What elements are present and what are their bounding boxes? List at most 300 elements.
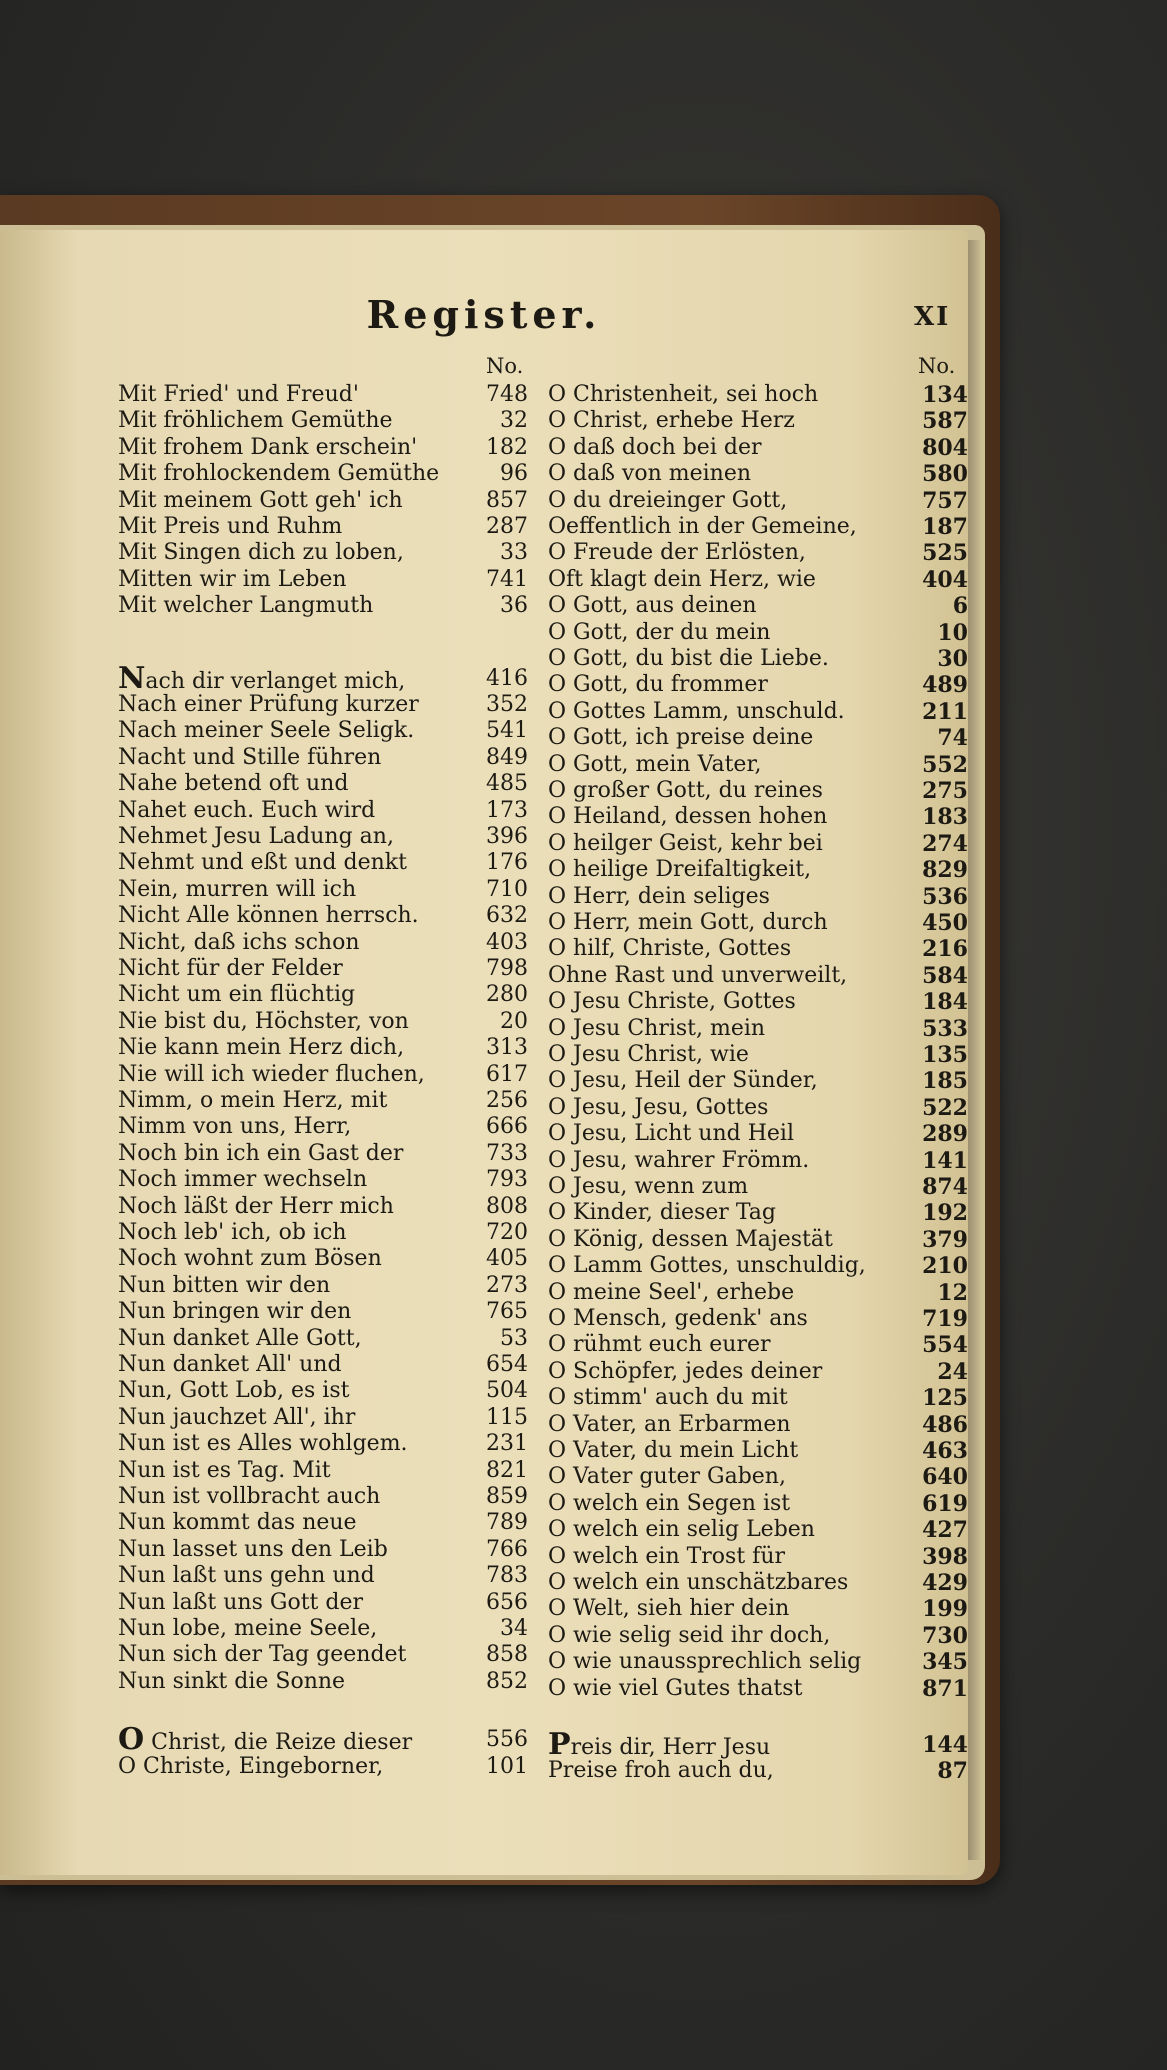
- entry-number: 857: [486, 487, 528, 513]
- entry-number: 719: [922, 1306, 968, 1332]
- entry-title: Mit frohem Dank erschein': [118, 434, 418, 460]
- entry-number: 654: [486, 1352, 528, 1377]
- entry-title: Nun danket Alle Gott,: [118, 1325, 362, 1351]
- index-entry: [118, 567, 538, 594]
- index-entry: [548, 1148, 970, 1175]
- index-entry: [548, 1200, 970, 1227]
- index-entry: [118, 1405, 538, 1432]
- entry-number: 313: [486, 1035, 528, 1061]
- entry-title: Nehmt und eßt und denkt: [118, 850, 407, 876]
- entry-title: O Herr, dein seliges: [548, 883, 770, 909]
- index-entry: [548, 488, 970, 515]
- index-entry: [548, 567, 970, 594]
- index-entry: [118, 1510, 538, 1537]
- index-entry: [548, 1227, 970, 1254]
- entry-number: 556: [486, 1727, 528, 1753]
- page-shadow: [968, 240, 982, 1860]
- index-entry: [118, 1009, 538, 1036]
- entry-number: 829: [922, 857, 968, 884]
- entry-number: 808: [486, 1193, 528, 1219]
- entry-number: 12: [937, 1279, 968, 1306]
- index-entry: [118, 1035, 538, 1062]
- index-entry: [118, 1352, 538, 1379]
- entry-number: 183: [922, 804, 968, 831]
- entry-number: 24: [937, 1358, 968, 1385]
- entry-title: Nach einer Prüfung kurzer: [118, 692, 419, 717]
- index-entry: [118, 771, 538, 798]
- index-entry: [548, 1121, 970, 1148]
- index-entry: [118, 745, 538, 772]
- entry-number: 96: [500, 461, 528, 487]
- entry-title: O Jesu, wenn zum: [548, 1174, 749, 1199]
- entry-title: Nimm von uns, Herr,: [118, 1114, 352, 1140]
- entry-title: O welch ein unschätzbares: [548, 1570, 849, 1595]
- entry-number: 396: [486, 824, 528, 849]
- index-entry: [118, 903, 538, 930]
- entry-title: O stimm' auch du mit: [548, 1385, 788, 1411]
- entry-number: 554: [922, 1332, 968, 1359]
- index-entry: [118, 660, 538, 696]
- entry-title: O du dreieinger Gott,: [548, 487, 788, 513]
- entry-number: 804: [922, 434, 968, 461]
- entry-number: 587: [922, 408, 968, 435]
- entry-title: O Jesu Christ, wie: [548, 1042, 749, 1067]
- entry-number: 632: [486, 903, 528, 929]
- entry-title: O Lamm Gottes, unschuldig,: [548, 1253, 866, 1279]
- index-entry: [548, 1412, 970, 1439]
- entry-title: Noch bin ich ein Gast der: [118, 1140, 404, 1166]
- entry-title: O hilf, Christe, Gottes: [548, 936, 792, 962]
- entry-number: 541: [486, 718, 528, 744]
- entry-title: Nun lasset uns den Leib: [118, 1536, 388, 1562]
- entry-number: 274: [922, 830, 968, 857]
- entry-title: O Jesu, Heil der Sünder,: [548, 1068, 818, 1094]
- entry-number: 115: [486, 1404, 528, 1430]
- entry-title: Nun bringen wir den: [118, 1299, 352, 1325]
- entry-number: 30: [937, 646, 968, 672]
- index-entry: [548, 1253, 970, 1280]
- entry-number: 666: [486, 1114, 528, 1140]
- entry-number: 720: [486, 1220, 528, 1245]
- index-entry: [548, 620, 970, 647]
- index-entry: [548, 752, 970, 779]
- index-entry: [118, 408, 538, 435]
- entry-title: Ohne Rast und unverweilt,: [548, 962, 848, 988]
- entry-number: 584: [922, 962, 968, 989]
- entry-number: 533: [922, 1015, 968, 1042]
- entry-title: Mitten wir im Leben: [118, 566, 347, 592]
- entry-title: Oft klagt dein Herz, wie: [548, 566, 816, 592]
- index-entry: [548, 1544, 970, 1571]
- entry-title: Nun laßt uns Gott der: [118, 1589, 363, 1615]
- index-entry: [548, 963, 970, 990]
- entry-number: 135: [922, 1042, 968, 1068]
- entry-number: 185: [922, 1068, 968, 1095]
- index-entry: [118, 1669, 538, 1696]
- entry-title: Mit frohlockendem Gemüthe: [118, 461, 440, 487]
- entry-number: 173: [486, 797, 528, 823]
- entry-title: O wie unaussprechlich selig: [548, 1649, 862, 1675]
- entry-number: 656: [486, 1589, 528, 1615]
- entry-number: 32: [500, 408, 528, 434]
- entry-number: 210: [922, 1253, 968, 1280]
- index-entry: [118, 1616, 538, 1643]
- entry-number: 463: [922, 1438, 968, 1464]
- entry-title: O meine Seel', erhebe: [548, 1279, 795, 1305]
- index-entry: [118, 1378, 538, 1405]
- index-entry: [118, 1458, 538, 1485]
- entry-title: Nein, murren will ich: [118, 876, 357, 902]
- entry-number: 199: [922, 1596, 968, 1623]
- index-entry: [548, 514, 970, 541]
- entry-number: 871: [922, 1675, 968, 1702]
- entry-number: 793: [486, 1167, 528, 1193]
- index-entry: [548, 1570, 970, 1597]
- entry-title: O Vater guter Gaben,: [548, 1464, 786, 1490]
- index-entry: [548, 408, 970, 435]
- index-entry: [118, 1299, 538, 1326]
- entry-title: O Gott, du frommer: [548, 672, 768, 698]
- entry-number: 858: [486, 1642, 528, 1668]
- entry-number: 427: [922, 1517, 968, 1544]
- page-number: XI: [914, 302, 951, 332]
- entry-title: Nun ist vollbracht auch: [118, 1484, 381, 1509]
- entry-number: 192: [922, 1200, 968, 1227]
- entry-number: 429: [922, 1570, 968, 1596]
- entry-title: Oeffentlich in der Gemeine,: [548, 514, 857, 539]
- entry-title: Mit welcher Langmuth: [118, 593, 374, 619]
- entry-number: 798: [486, 956, 528, 981]
- entry-number: 176: [486, 850, 528, 876]
- entry-title: O Jesu Christ, mein: [548, 1015, 766, 1041]
- entry-title: Nun lobe, meine Seele,: [118, 1616, 378, 1641]
- entry-title: Nun laßt uns gehn und: [118, 1563, 375, 1589]
- entry-number: 580: [922, 461, 968, 488]
- entry-number: 74: [937, 725, 968, 752]
- entry-number: 741: [486, 566, 528, 592]
- index-entry: [548, 1332, 970, 1359]
- index-entry: [548, 1464, 970, 1491]
- entry-number: 536: [922, 883, 968, 910]
- index-entry: [118, 1537, 538, 1564]
- index-entry: [118, 956, 538, 983]
- entry-number: 379: [922, 1226, 968, 1253]
- index-entry: [118, 593, 538, 620]
- entry-number: 485: [486, 771, 528, 797]
- entry-title: O welch ein selig Leben: [548, 1517, 815, 1543]
- entry-number: 821: [486, 1457, 528, 1483]
- entry-number: 405: [486, 1246, 528, 1272]
- index-entry: [118, 1246, 538, 1273]
- entry-number: 287: [486, 514, 528, 539]
- index-entry: [548, 593, 970, 620]
- index-entry: [548, 910, 970, 937]
- index-entry: [548, 831, 970, 858]
- entry-number: 852: [486, 1668, 528, 1694]
- index-entry: [548, 382, 970, 409]
- index-entry: [548, 1491, 970, 1518]
- entry-title: O Jesu, Licht und Heil: [548, 1121, 794, 1147]
- entry-number: 87: [937, 1758, 968, 1785]
- entry-title: Noch läßt der Herr mich: [118, 1193, 394, 1219]
- entry-title: Nach dir verlanget mich,: [118, 660, 406, 696]
- entry-number: 849: [486, 744, 528, 770]
- entry-number: 144: [922, 1732, 968, 1758]
- entry-title: Mit Preis und Ruhm: [118, 514, 343, 539]
- entry-title: Nahet euch. Euch wird: [118, 797, 376, 823]
- entry-number: 10: [937, 619, 968, 646]
- entry-title: O wie selig seid ihr doch,: [548, 1622, 831, 1648]
- entry-title: Mit Fried' und Freud': [118, 382, 359, 407]
- index-entry: [118, 540, 538, 567]
- entry-number: 352: [486, 692, 528, 717]
- entry-title: Nun, Gott Lob, es ist: [118, 1378, 350, 1404]
- index-entry: [118, 1194, 538, 1221]
- index-entry: [118, 850, 538, 877]
- index-entry: [548, 1758, 970, 1785]
- entry-number: 874: [922, 1174, 968, 1200]
- entry-number: 280: [486, 982, 528, 1008]
- entry-number: 619: [922, 1490, 968, 1517]
- index-entry: [548, 936, 970, 963]
- entry-number: 141: [922, 1147, 968, 1174]
- index-entry: [118, 1114, 538, 1141]
- entry-title: O Gott, aus deinen: [548, 593, 757, 619]
- entry-title: Nahe betend oft und: [118, 771, 349, 797]
- index-entry: [548, 1623, 970, 1650]
- index-entry: [548, 435, 970, 462]
- entry-title: O Gott, mein Vater,: [548, 751, 762, 777]
- entry-number: 730: [922, 1622, 968, 1649]
- index-entry: [118, 1326, 538, 1353]
- index-entry: [548, 1385, 970, 1412]
- entry-number: 289: [922, 1121, 968, 1148]
- index-entry: [118, 798, 538, 825]
- entry-title: Mit fröhlichem Gemüthe: [118, 408, 393, 434]
- entry-title: O Gott, der du mein: [548, 619, 771, 645]
- entry-number: 187: [922, 514, 968, 540]
- index-entry: [118, 1273, 538, 1300]
- entry-title: Nicht für der Felder: [118, 956, 343, 981]
- index-entry: [118, 1722, 538, 1758]
- entry-number: 101: [486, 1753, 528, 1779]
- entry-number: 757: [922, 487, 968, 514]
- entry-number: 231: [486, 1431, 528, 1457]
- entry-title: Noch wohnt zum Bösen: [118, 1246, 382, 1272]
- entry-title: O daß doch bei der: [548, 434, 762, 460]
- index-entry: [118, 461, 538, 488]
- entry-number: 182: [486, 434, 528, 460]
- index-entry: [118, 1431, 538, 1458]
- entry-number: 617: [486, 1061, 528, 1087]
- entry-number: 710: [486, 876, 528, 902]
- entry-title: O Mensch, gedenk' ans: [548, 1306, 808, 1331]
- entry-title: O Vater, an Erbarmen: [548, 1411, 791, 1437]
- entry-title: Nun kommt das neue: [118, 1510, 357, 1536]
- index-entry: [548, 1727, 970, 1762]
- entry-title: O Christenheit, sei hoch: [548, 382, 819, 407]
- entry-title: Nehmet Jesu Ladung an,: [118, 824, 394, 849]
- index-entry: [548, 1438, 970, 1465]
- entry-title: O Freude der Erlösten,: [548, 540, 806, 566]
- index-entry: [118, 435, 538, 462]
- entry-title: Nun jauchzet All', ihr: [118, 1404, 356, 1430]
- entry-number: 765: [486, 1299, 528, 1325]
- entry-title: O großer Gott, du reines: [548, 778, 823, 803]
- index-entry: [118, 514, 538, 541]
- book-page: [0, 230, 968, 1875]
- index-entry: [548, 1517, 970, 1544]
- index-entry: [548, 884, 970, 911]
- entry-number: 403: [486, 929, 528, 955]
- index-entry: [548, 1095, 970, 1122]
- index-entry: [118, 692, 538, 719]
- entry-title: Nun sich der Tag geendet: [118, 1642, 407, 1668]
- index-entry: [548, 725, 970, 752]
- index-entry: [118, 1590, 538, 1617]
- index-entry: [118, 824, 538, 851]
- index-entry: [548, 672, 970, 699]
- index-entry: [118, 982, 538, 1009]
- entry-title: Nie bist du, Höchster, von: [118, 1008, 409, 1034]
- entry-number: 450: [922, 910, 968, 936]
- index-entry: [548, 989, 970, 1016]
- entry-title: Nun danket All' und: [118, 1352, 342, 1377]
- entry-number: 256: [486, 1088, 528, 1113]
- entry-title: O Vater, du mein Licht: [548, 1438, 799, 1463]
- index-entry: [118, 877, 538, 904]
- entry-title: O Christe, Eingeborner,: [118, 1753, 384, 1779]
- index-entry: [118, 1141, 538, 1168]
- entry-number: 216: [922, 936, 968, 963]
- entry-number: 522: [922, 1094, 968, 1121]
- entry-title: O Jesu Christe, Gottes: [548, 989, 796, 1015]
- entry-number: 184: [922, 989, 968, 1016]
- entry-title: Nun ist es Tag. Mit: [118, 1457, 331, 1483]
- index-entry: [548, 1280, 970, 1307]
- index-entry: [118, 1062, 538, 1089]
- entry-title: O Gott, du bist die Liebe.: [548, 646, 829, 671]
- entry-number: 552: [922, 751, 968, 778]
- entry-title: Mit meinem Gott geh' ich: [118, 487, 403, 513]
- entry-title: O König, dessen Majestät: [548, 1226, 833, 1252]
- entry-title: Nach meiner Seele Seligk.: [118, 718, 415, 744]
- entry-title: O Jesu, wahrer Frömm.: [548, 1147, 810, 1173]
- entry-title: Nicht um ein flüchtig: [118, 982, 356, 1008]
- page-heading: Register.: [366, 292, 602, 337]
- index-entry: [548, 778, 970, 805]
- entry-number: 36: [500, 593, 528, 619]
- index-entry: [118, 382, 538, 409]
- entry-title: O Welt, sieh hier dein: [548, 1596, 790, 1622]
- entry-number: 504: [486, 1378, 528, 1404]
- index-entry: [548, 646, 970, 673]
- entry-title: Nicht Alle können herrsch.: [118, 903, 419, 929]
- index-entry: [118, 1220, 538, 1247]
- entry-title: O Gott, ich preise deine: [548, 725, 814, 751]
- entry-number: 273: [486, 1272, 528, 1298]
- index-entry: [548, 804, 970, 831]
- index-entry: [118, 1563, 538, 1590]
- entry-title: Noch immer wechseln: [118, 1167, 368, 1193]
- entry-title: Preise froh auch du,: [548, 1758, 774, 1784]
- entry-title: Noch leb' ich, ob ich: [118, 1220, 347, 1245]
- entry-number: 404: [922, 566, 968, 593]
- entry-title: O Gottes Lamm, unschuld.: [548, 698, 845, 724]
- index-entry: [118, 1088, 538, 1115]
- entry-number: 345: [922, 1649, 968, 1676]
- entry-title: O heilige Dreifaltigkeit,: [548, 857, 812, 883]
- entry-title: O rühmt euch eurer: [548, 1332, 771, 1358]
- entry-number: 134: [922, 382, 968, 408]
- index-entry: [548, 540, 970, 567]
- entry-number: 748: [486, 382, 528, 407]
- index-entry: [548, 857, 970, 884]
- entry-title: O Jesu, Jesu, Gottes: [548, 1094, 769, 1120]
- number-header-left: No.: [486, 354, 524, 378]
- entry-number: 789: [486, 1510, 528, 1536]
- entry-title: Preis dir, Herr Jesu: [548, 1727, 771, 1762]
- index-entry: [548, 1596, 970, 1623]
- entry-title: O Heiland, dessen hohen: [548, 804, 828, 830]
- entry-title: Nicht, daß ichs schon: [118, 929, 360, 955]
- entry-title: Nacht und Stille führen: [118, 744, 382, 770]
- entry-title: O Christ, die Reize dieser: [118, 1722, 413, 1758]
- index-entry: [118, 1484, 538, 1511]
- entry-title: Nie kann mein Herz dich,: [118, 1035, 405, 1061]
- entry-number: 20: [500, 1008, 528, 1034]
- index-entry: [548, 1042, 970, 1069]
- index-entry: [118, 488, 538, 515]
- entry-number: 275: [922, 778, 968, 804]
- entry-number: 859: [486, 1484, 528, 1509]
- index-entry: [118, 1167, 538, 1194]
- entry-number: 6: [952, 593, 968, 620]
- index-entry: [118, 1642, 538, 1669]
- entry-number: 33: [500, 540, 528, 566]
- entry-number: 783: [486, 1563, 528, 1589]
- entry-title: O welch ein Trost für: [548, 1543, 786, 1569]
- index-entry: [548, 1174, 970, 1201]
- entry-title: O Christ, erhebe Herz: [548, 408, 795, 434]
- index-entry: [118, 718, 538, 745]
- entry-number: 525: [922, 540, 968, 567]
- entry-number: 125: [922, 1385, 968, 1412]
- entry-title: O Schöpfer, jedes deiner: [548, 1358, 823, 1384]
- entry-title: Nie will ich wieder fluchen,: [118, 1061, 425, 1087]
- entry-title: Nimm, o mein Herz, mit: [118, 1088, 388, 1113]
- index-entry: [118, 1754, 538, 1781]
- index-entry: [548, 1649, 970, 1676]
- index-entry: [118, 930, 538, 957]
- index-entry: [548, 1359, 970, 1386]
- entry-number: 416: [486, 665, 528, 691]
- entry-number: 486: [922, 1411, 968, 1438]
- entry-title: O heilger Geist, kehr bei: [548, 830, 823, 856]
- index-entry: [548, 1068, 970, 1095]
- entry-title: Mit Singen dich zu loben,: [118, 540, 404, 566]
- entry-title: Nun ist es Alles wohlgem.: [118, 1431, 408, 1457]
- entry-number: 640: [922, 1464, 968, 1491]
- entry-title: O Herr, mein Gott, durch: [548, 910, 828, 935]
- index-entry: [548, 1016, 970, 1043]
- entry-number: 398: [922, 1543, 968, 1570]
- entry-title: Nun bitten wir den: [118, 1272, 331, 1298]
- entry-number: 766: [486, 1536, 528, 1562]
- entry-title: O daß von meinen: [548, 461, 752, 487]
- entry-title: O Kinder, dieser Tag: [548, 1200, 776, 1226]
- entry-number: 53: [500, 1325, 528, 1351]
